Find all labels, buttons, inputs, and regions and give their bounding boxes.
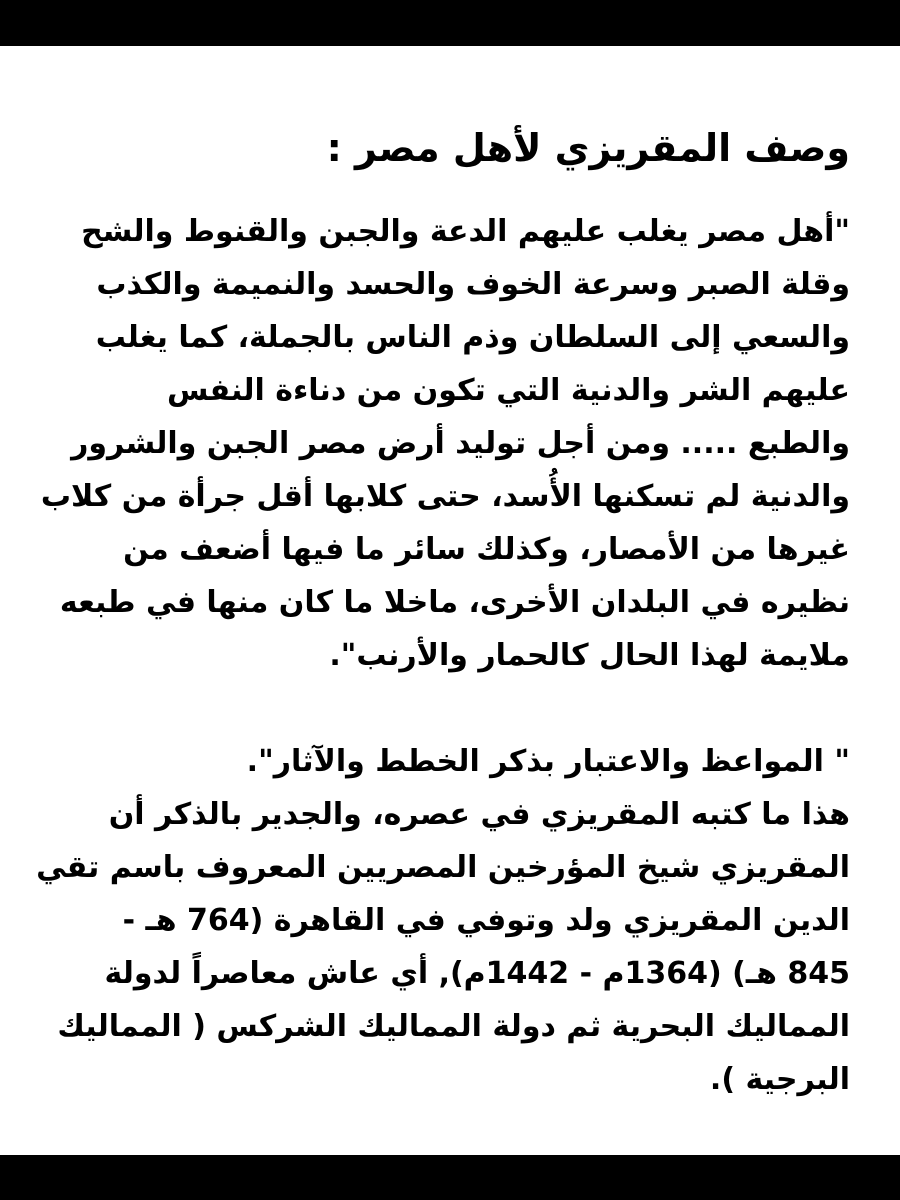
commentary-line: " المواعظ والاعتبار بذكر الخطط والآثار". bbox=[246, 743, 850, 779]
paragraph-gap bbox=[60, 682, 850, 735]
commentary-line: الدين المقريزي ولد وتوفي في القاهرة (764 هـ - bbox=[122, 902, 850, 938]
quote-line: والسعي إلى السلطان وذم الناس بالجملة، كما يغلب bbox=[95, 319, 850, 355]
quote-line: عليهم الشر والدنية التي تكون من دناءة النفس bbox=[167, 372, 850, 408]
quote-line: نظيره في البلدان الأخرى، ماخلا ما كان منها في طبعه bbox=[59, 584, 850, 620]
top-black-bar bbox=[0, 0, 900, 46]
commentary-line: المماليك البحرية ثم دولة المماليك الشركس ( المماليك bbox=[57, 1008, 850, 1044]
commentary-paragraph bbox=[36, 735, 850, 1106]
commentary-line: المقريزي شيخ المؤرخين المصريين المعروف باسم تقي bbox=[36, 849, 850, 885]
document-body bbox=[36, 118, 850, 1106]
quote-line: وقلة الصبر وسرعة الخوف والحسد والنميمة والكذب bbox=[96, 266, 850, 302]
quote-paragraph bbox=[40, 205, 850, 682]
quote-line: والطبع ..... ومن أجل توليد أرض مصر الجبن والشرور bbox=[71, 425, 850, 461]
document-title: وصف المقريزي لأهل مصر : bbox=[326, 126, 850, 170]
quote-line: ملايمة لهذا الحال كالحمار والأرنب". bbox=[329, 637, 850, 673]
commentary-line: 845 هـ) (1364م - 1442م), أي عاش معاصراً لدولة bbox=[104, 955, 850, 991]
quote-line: والدنية لم تسكنها الأُسد، حتى كلابها أقل جرأة من كلاب bbox=[40, 478, 850, 514]
commentary-line: البرجية ). bbox=[709, 1061, 850, 1097]
quote-line: "أهل مصر يغلب عليهم الدعة والجبن والقنوط والشح bbox=[81, 213, 850, 249]
commentary-line: هذا ما كتبه المقريزي في عصره، والجدير بالذكر أن bbox=[108, 796, 850, 832]
bottom-black-bar bbox=[0, 1155, 900, 1200]
quote-line: غيرها من الأمصار، وكذلك سائر ما فيها أضعف من bbox=[123, 531, 850, 567]
